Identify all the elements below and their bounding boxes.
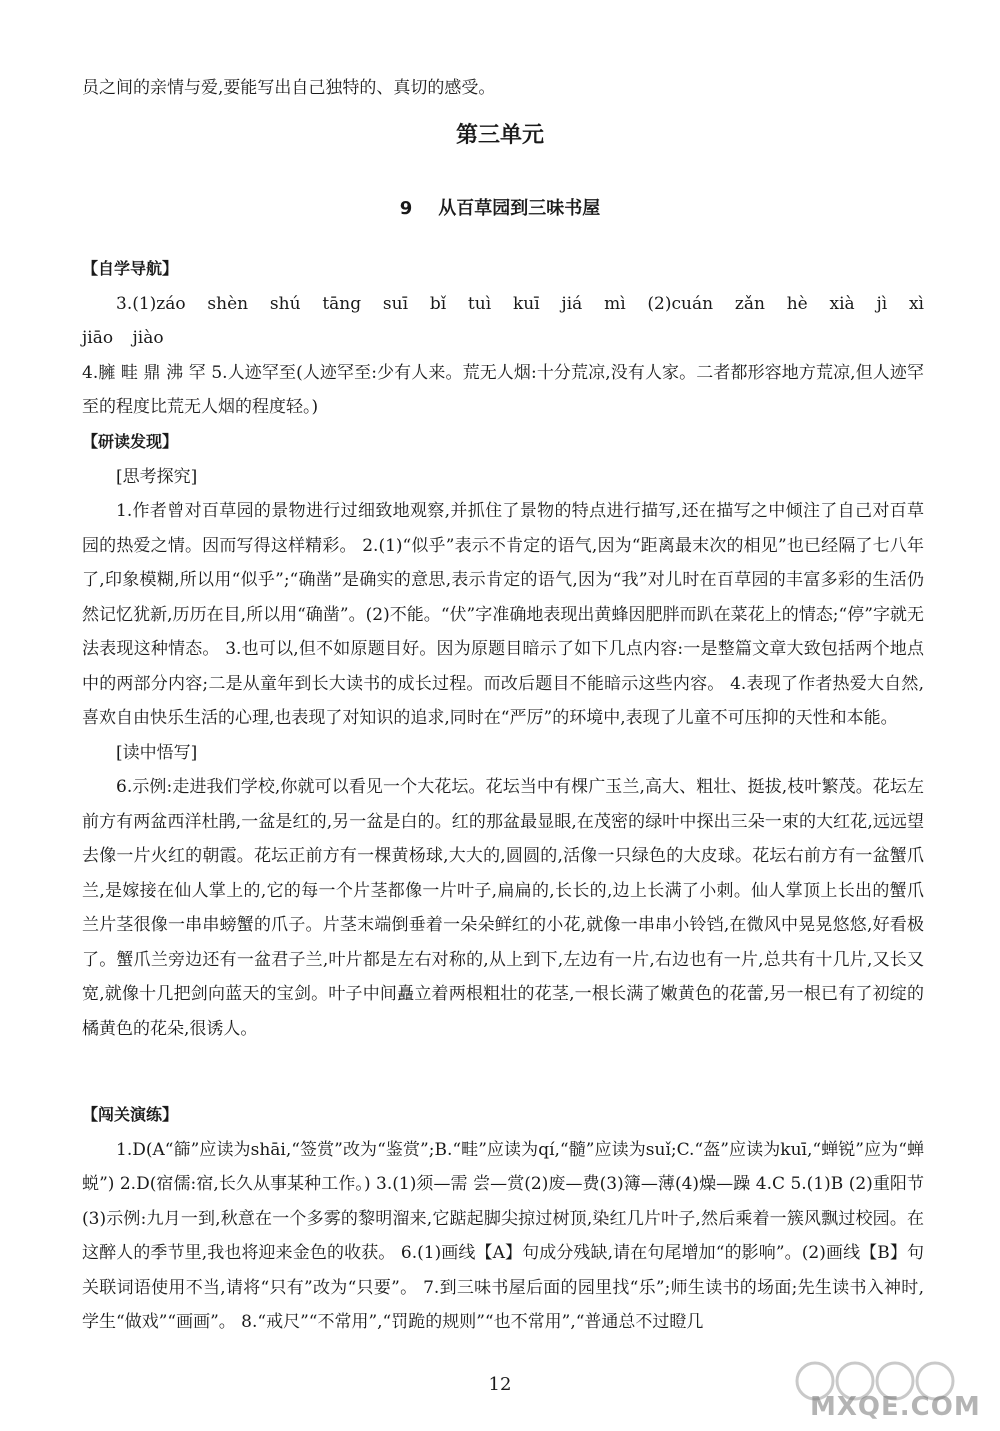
page-number: 12 — [488, 1374, 512, 1395]
subsection-heading: [思考探究] — [116, 466, 198, 487]
section-study-discovery — [82, 425, 924, 1046]
answer-paragraph: 3.(1)záo shèn shú tāng suī bǐ tuì kuī jiá mì (2)cuán zǎn hè xià jì xì jiāo jiào — [82, 293, 924, 348]
section-practice — [82, 1098, 924, 1340]
section-heading: 【研读发现】 — [82, 432, 179, 451]
section-heading: 【闯关演练】 — [82, 1105, 179, 1124]
answer-paragraph: 6.示例:走进我们学校,你就可以看见一个大花坛。花坛当中有棵广玉兰,高大、粗壮、挺拔,枝叶繁茂。花坛左前方有两盆西洋杜鹃,一盆是红的,另一盆是白的。红的那盆最显眼,在茂密的绿叶中探出三朵一束的大红花,远远望去像一片火红的朝霞。花坛正前方有一棵黄杨球,大大的,圆圆的,活像一只绿色的大皮球。花坛右前方有一盆蟹爪兰,是嫁接在仙人掌上的,它的每一个片茎都像一片叶子,扁扁的,长长的,边上长满了小刺。仙人掌顶上长出的蟹爪兰片茎很像一串串螃蟹的爪子。片茎末端倒垂着一朵朵鲜红的小花,就像一串串小铃铛,在微风中晃晃悠悠,好看极了。蟹爪兰旁边还有一盆君子兰,叶片都是左右对称的,从上到下,左边有一片,右边也有一片,总共有十几片,又长又宽,就像十几把剑向蓝天的宝剑。叶子中间矗立着两根粗壮的花茎,一根长满了嫩黄色的花蕾,另一根已有了初绽的橘黄色的花朵,很诱人。 — [82, 777, 924, 1039]
section-heading: 【自学导航】 — [82, 259, 179, 278]
subsection-heading: [读中悟写] — [116, 742, 198, 763]
lesson-number: 9 — [399, 198, 413, 219]
intro-line: 员之间的亲情与爱,要能写出自己独特的、真切的感受。 — [82, 78, 496, 98]
lesson-title — [0, 194, 1000, 220]
unit-title: 第三单元 — [455, 123, 544, 148]
answer-paragraph: 1.作者曾对百草园的景物进行过细致地观察,并抓住了景物的特点进行描写,还在描写之中倾注了自己对百草园的热爱之情。因而写得这样精彩。 2.(1)“似乎”表示不肯定的语气,因为“距离最末次的相见”也已经隔了七八年了,印象模糊,所以用“似乎”;“确凿”是确实的意思,表示肯定的语气,因为“我”对儿时在百草园的丰富多彩的生活仍然记忆犹新,历历在目,所以用“确凿”。(2)不能。“伏”字准确地表现出黄蜂因肥胖而趴在菜花上的情态;“停”字就无法表现这种情态。 3.也可以,但不如原题目好。因为原题目暗示了如下几点内容:一是整篇文章大致包括两个地点中的两部分内容;二是从童年到长大读书的成长过程。而改后题目不能暗示这些内容。 4.表现了作者热爱大自然,喜欢自由快乐生活的心理,也表现了对知识的追求,同时在“严厉”的环境中,表现了儿童不可压抑的天性和本能。 — [82, 501, 924, 728]
answer-paragraph: 4.臃 畦 鼎 沸 罕 5.人迹罕至(人迹罕至:少有人来。荒无人烟:十分荒凉,没有人家。二者都形容地方荒凉,但人迹罕至的程度比荒无人烟的程度轻。) — [82, 362, 924, 417]
lesson-name: 从百草园到三味书屋 — [438, 198, 601, 219]
section-self-study — [82, 252, 924, 425]
watermark-text: MXQE.COM — [810, 1392, 981, 1422]
answer-paragraph: 1.D(A“篩”应读为shāi,“签赏”改为“鉴赏”;B.“畦”应读为qí,“髓”应读为suǐ;C.“盔”应读为kuī,“蝉锐”应为“蝉蜕”) 2.D(宿儒:宿,长久从事某种工作。) 3.(1)须—需 尝—赏(2)废—费(3)簿—薄(4)燥—躁 4.C 5.(1)B (2)重阳节 (3)示例:九月一到,秋意在一个多雾的黎明溜来,它踮起脚尖掠过树顶,染红几片叶子,然后乘着一簇风飘过校园。在这醉人的季节里,我也将迎来金色的收获。 6.(1)画线【A】句成分残缺,请在句尾增加“的影响”。(2)画线【B】句关联词语使用不当,请将“只有”改为“只要”。 7.到三味书屋后面的园里找“乐”;师生读书的场面;先生读书入神时,学生“做戏”“画画”。 8.“戒尺”“不常用”,“罚跪的规则”“也不常用”,“普通总不过瞪几 — [82, 1139, 924, 1332]
